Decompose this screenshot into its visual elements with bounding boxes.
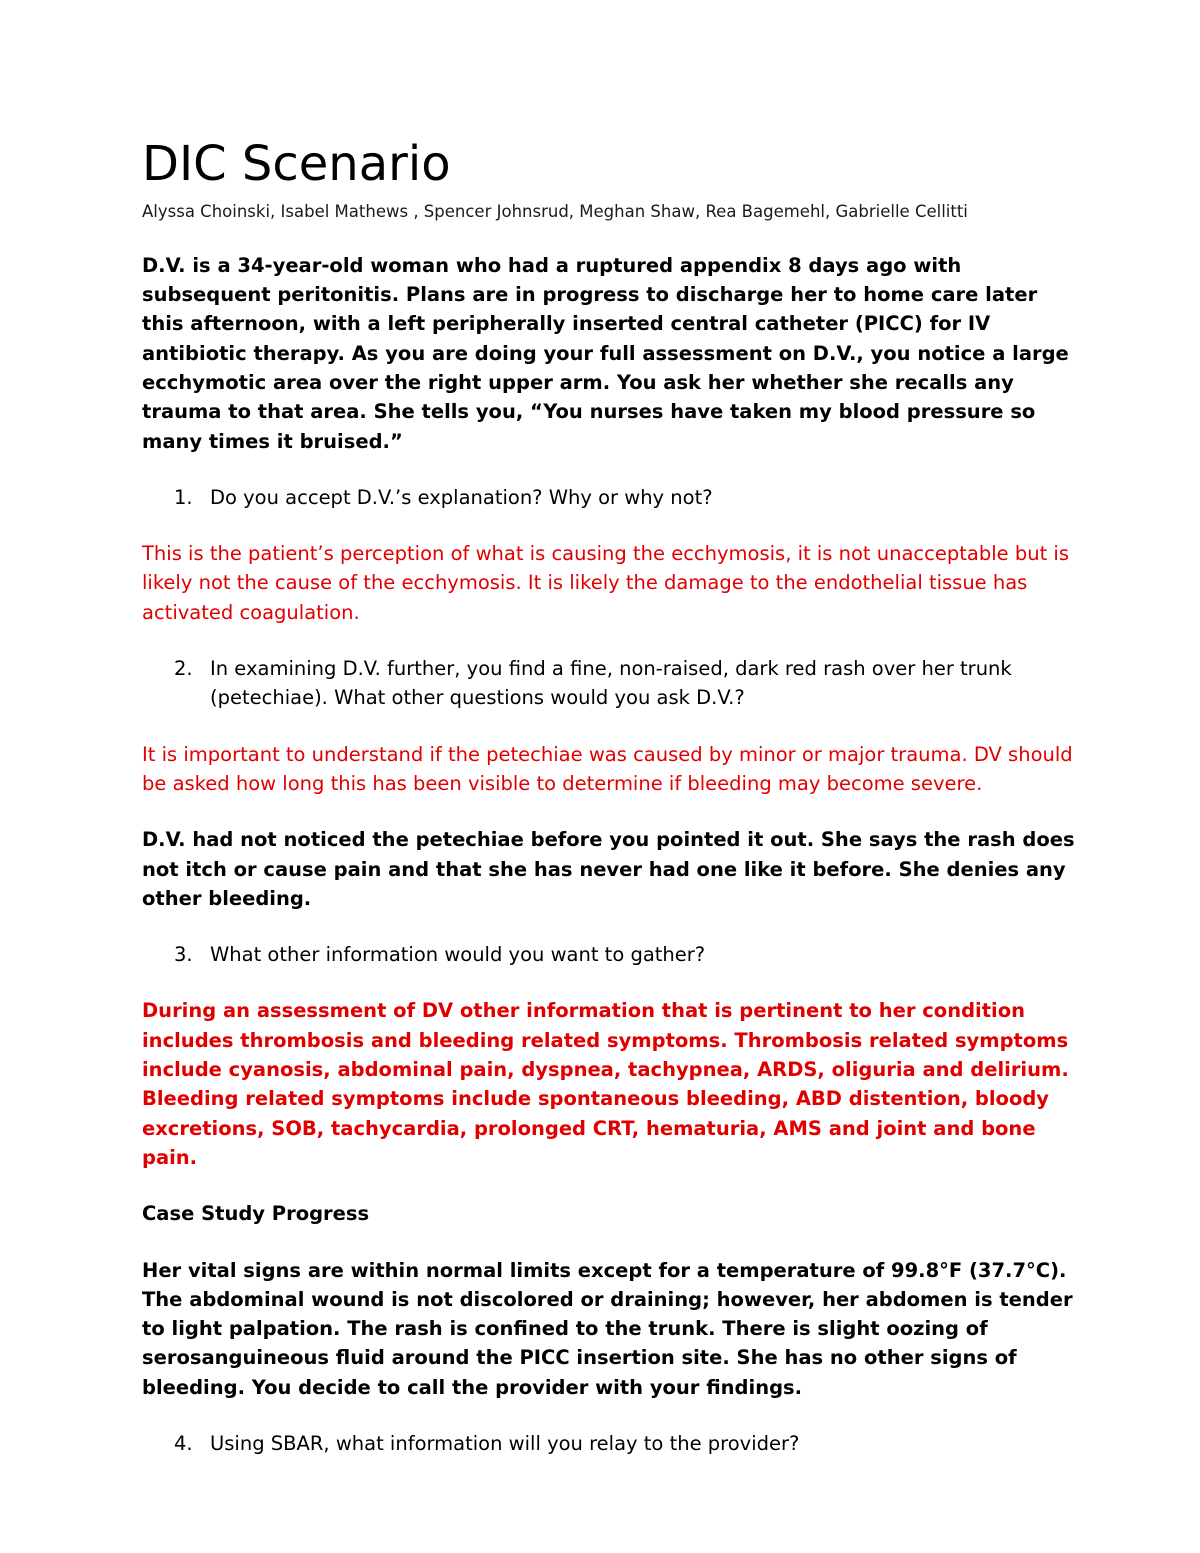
question-number: 2. [174, 657, 193, 681]
question-4 [142, 1429, 1080, 1458]
document-title: DIC Scenario [142, 136, 451, 192]
case-intro: D.V. is a 34-year-old woman who had a ruptured appendix 8 days ago with subsequent peritonitis. Plans are in progress to discharge her to home care later this afternoon, with a left peripherally inserted central catheter (PICC) for IV antibiotic therapy. As you are doing your full assessment on D.V., you notice a large ecchymotic area over the right upper arm. You ask her whether she recalls any trauma to that area. She tells you, “You nurses have taken my blood pressure so many times it bruised.” [142, 253, 1069, 453]
question-text: What other information would you want to gather? [210, 943, 706, 967]
section-heading: Case Study Progress [142, 1202, 370, 1226]
question-2 [142, 654, 1080, 713]
question-1 [142, 483, 1080, 512]
question-text: In examining D.V. further, you find a fine, non-raised, dark red rash over her trunk (petechiae). What other questions would you ask D.V.? [210, 657, 1012, 710]
question-number: 3. [174, 943, 193, 967]
case-followup: D.V. had not noticed the petechiae before you pointed it out. She says the rash does not itch or cause pain and that she has never had one like it before. She denies any other bleeding. [142, 828, 1075, 910]
question-number: 1. [174, 485, 193, 509]
question-3 [142, 940, 1080, 969]
question-text: Using SBAR, what information will you relay to the provider? [210, 1432, 800, 1455]
answer-1: This is the patient’s perception of what is causing the ecchymosis, it is not unacceptable but is likely not the cause of the ecchymosis. It is likely the damage to the endothelial tissue has activated coagulation. [142, 542, 1069, 624]
answer-2: It is important to understand if the petechiae was caused by minor or major trauma. DV should be asked how long this has been visible to determine if bleeding may become severe. [142, 742, 1073, 795]
author-list: Alyssa Choinski, Isabel Mathews , Spencer Johnsrud, Meghan Shaw, Rea Bagemehl, Gabrielle Cellitti [142, 202, 968, 221]
question-text: Do you accept D.V.’s explanation? Why or why not? [210, 485, 713, 509]
case-progress: Her vital signs are within normal limits except for a temperature of 99.8°F (37.7°C). The abdominal wound is not discolored or draining; however, her abdomen is tender to light palpation. The rash is confined to the trunk. There is slight oozing of serosanguineous fluid around the PICC insertion site. She has no other signs of bleeding. You decide to call the provider with your findings. [142, 1258, 1073, 1399]
question-number: 4. [174, 1432, 193, 1455]
answer-3: During an assessment of DV other information that is pertinent to her condition includes thrombosis and bleeding related symptoms. Thrombosis related symptoms include cyanosis, abdominal pain, dyspnea, tachypnea, ARDS, oliguria and delirium. Bleeding related symptoms include spontaneous bleeding, ABD distention, bloody excretions, SOB, tachycardia, prolonged CRT, hematuria, AMS and joint and bone pain. [142, 999, 1069, 1169]
